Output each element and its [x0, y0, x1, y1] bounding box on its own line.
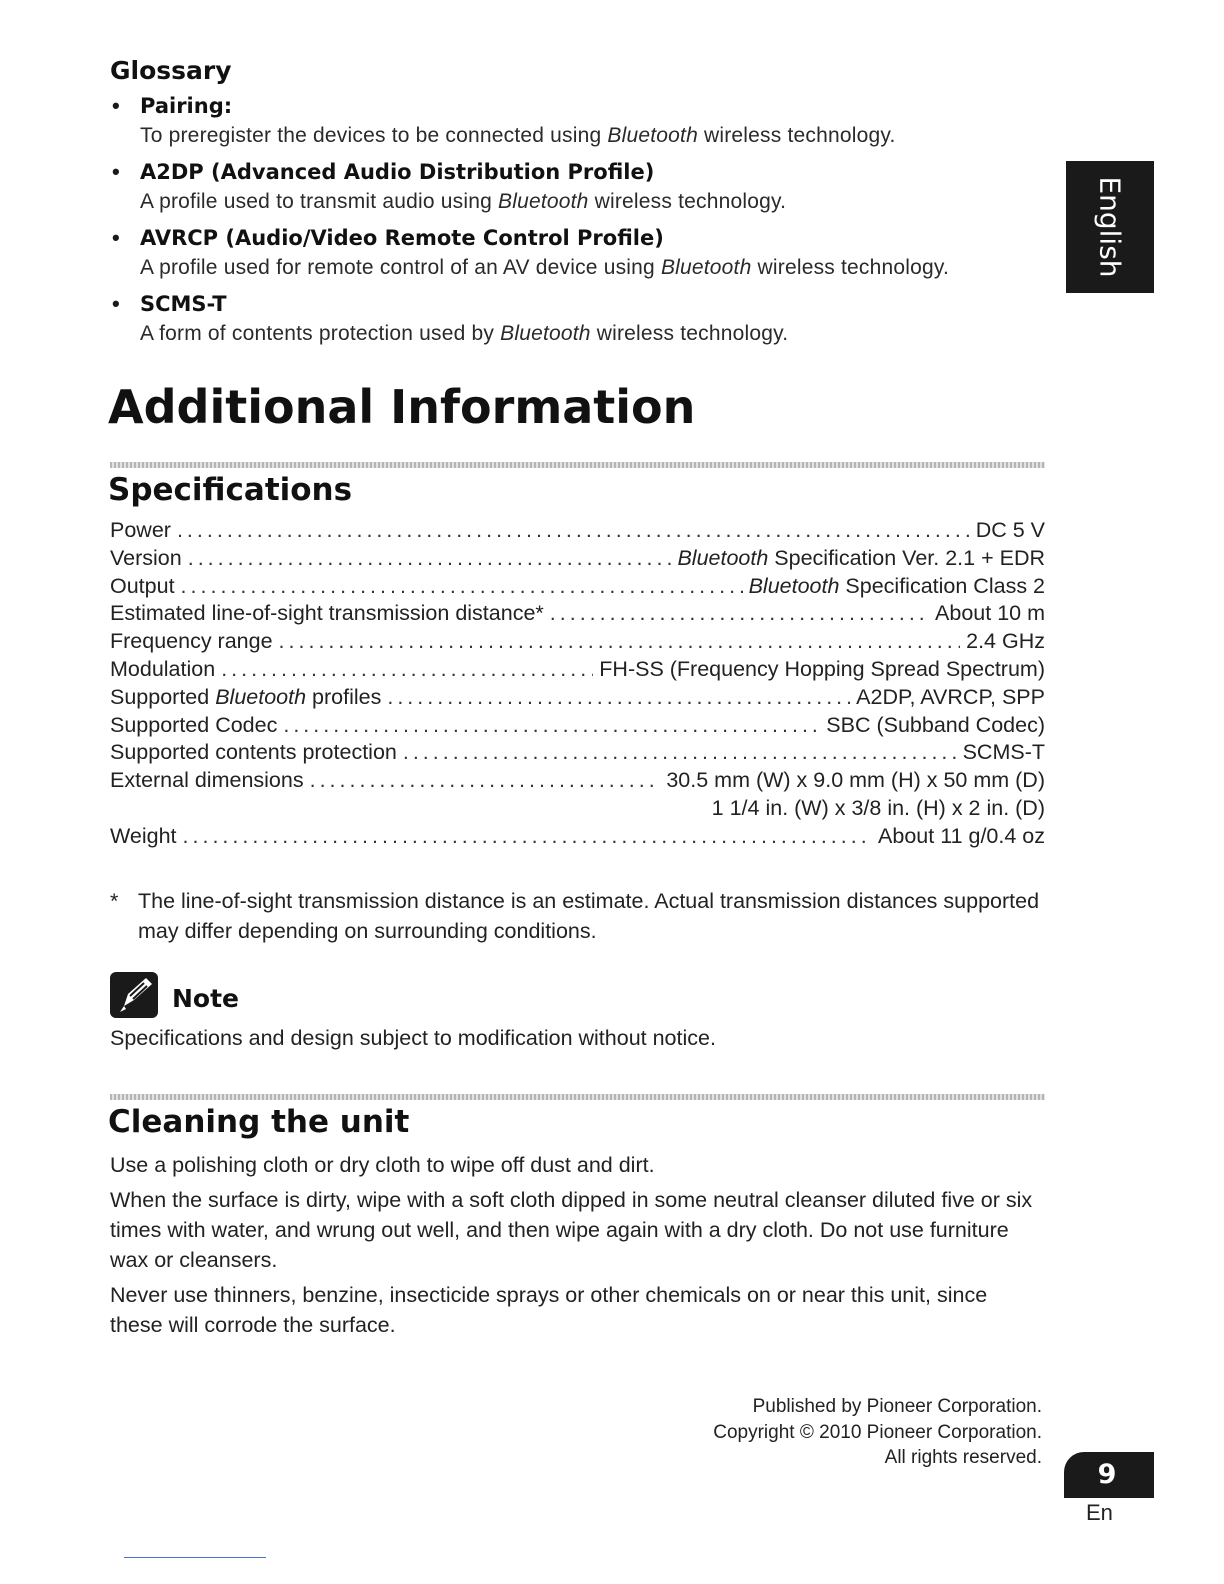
definition-text: wireless technology.: [697, 124, 896, 147]
spec-value: A2DP, AVRCP, SPP: [856, 684, 1045, 709]
spec-label: Weight: [110, 823, 177, 848]
spec-row: [110, 601, 1045, 629]
spec-row: [110, 546, 1045, 574]
page-title: Additional Information: [108, 380, 696, 434]
section-divider: [110, 1094, 1045, 1100]
bullet-icon: •: [112, 159, 120, 184]
glossary-term: A2DP (Advanced Audio Distribution Profile): [140, 160, 655, 184]
glossary-item: [110, 92, 1050, 152]
spec-row: [110, 824, 1045, 852]
glossary-heading: Glossary: [110, 56, 232, 85]
bottom-line-mark: [124, 1557, 266, 1558]
language-tab: [1066, 161, 1154, 293]
spec-label: [110, 685, 381, 710]
cleaning-heading: Cleaning the unit: [108, 1104, 410, 1140]
specifications-heading: Specifications: [108, 472, 353, 508]
definition-italic: Bluetooth: [660, 256, 752, 279]
spec-label: Supported contents protection: [110, 740, 397, 765]
publisher-line: Published by Pioneer Corporation.: [752, 1396, 1042, 1417]
glossary-term: Pairing:: [140, 94, 233, 118]
note-label: Note: [172, 984, 240, 1013]
definition-italic: Bluetooth: [500, 322, 591, 345]
spec-value: [749, 574, 1045, 599]
glossary-item: [110, 158, 1050, 218]
spec-row: [110, 713, 1045, 741]
spec-value: 30.5 mm (W) x 9.0 mm (H) x 50 mm (D): [666, 768, 1045, 793]
definition-text: wireless technology.: [751, 256, 950, 279]
specifications-list: [110, 518, 1045, 852]
section-divider: [110, 462, 1045, 468]
copyright-line: Copyright © 2010 Pioneer Corporation.: [713, 1421, 1042, 1443]
spec-row: [110, 657, 1045, 685]
dot-leader: [550, 601, 929, 626]
spec-row: [110, 629, 1045, 657]
dot-leader: [310, 768, 661, 793]
definition-text: wireless technology.: [590, 322, 789, 345]
spec-label: Version: [110, 545, 182, 570]
spec-row: [110, 768, 1045, 796]
page-number: 9: [1097, 1459, 1117, 1490]
spec-row: [110, 685, 1045, 713]
dot-leader: [283, 713, 820, 738]
cleaning-body: [110, 1150, 1045, 1345]
rights-line: All rights reserved.: [884, 1447, 1042, 1468]
glossary-term: AVRCP (Audio/Video Remote Control Profile): [140, 226, 664, 250]
bullet-icon: •: [112, 225, 120, 250]
dot-leader: [177, 518, 970, 543]
dot-leader: [403, 740, 957, 765]
spec-value: 2.4 GHz: [966, 629, 1045, 654]
cleaning-paragraph: Use a polishing cloth or dry cloth to wipe off dust and dirt.: [110, 1153, 655, 1177]
spec-row: [110, 574, 1045, 602]
spec-value: [677, 546, 1045, 571]
glossary-term: SCMS-T: [140, 292, 227, 316]
glossary-item: [110, 224, 1050, 284]
definition-text: A profile used for remote control of an AV device using: [140, 256, 661, 279]
spec-value: DC 5 V: [975, 518, 1045, 542]
dot-leader: [387, 685, 850, 710]
spec-value: SCMS-T: [962, 740, 1045, 765]
note-pencil-icon: [110, 972, 158, 1018]
dot-leader: [183, 824, 873, 849]
bullet-icon: •: [112, 291, 120, 316]
cleaning-paragraph: Never use thinners, benzine, insecticide sprays or other chemicals on or near this unit, since these will corrode the surface.: [110, 1283, 988, 1337]
definition-italic: Bluetooth: [607, 124, 698, 147]
spec-value-text: Specification Ver. 2.1 + EDR: [768, 545, 1045, 570]
spec-label: Modulation: [110, 656, 216, 681]
footnote: [110, 886, 1045, 946]
note-text: Specifications and design subject to modification without notice.: [110, 1026, 716, 1050]
glossary-definition: [140, 186, 1050, 218]
spec-value: FH-SS (Frequency Hopping Spread Spectrum): [599, 656, 1045, 681]
glossary-item: [110, 290, 1050, 350]
definition-italic: Bluetooth: [498, 190, 589, 213]
footnote-text: The line-of-sight transmission distance is an estimate. Actual transmission distances supported may differ depending on surrounding conditions.: [138, 889, 1040, 943]
spec-value: SBC (Subband Codec): [826, 712, 1045, 737]
dot-leader: [188, 546, 672, 571]
spec-label-text: profiles: [306, 684, 382, 709]
spec-value-italic: Bluetooth: [748, 573, 840, 598]
glossary-definition: [140, 318, 1050, 350]
spec-label-text: Supported: [110, 684, 216, 709]
definition-text: To preregister the devices to be connected using: [140, 124, 608, 147]
spec-value: About 11 g/0.4 oz: [878, 823, 1045, 848]
dot-leader: [279, 629, 961, 654]
spec-row: [110, 740, 1045, 768]
spec-value-italic: Bluetooth: [677, 545, 769, 570]
language-tab-label: English: [1093, 176, 1127, 278]
spec-label: Frequency range: [110, 629, 273, 654]
bullet-icon: •: [112, 93, 120, 118]
glossary-list: [110, 92, 1050, 356]
glossary-definition: [140, 252, 1050, 284]
definition-text: A form of contents protection used by: [140, 322, 501, 345]
footnote-marker: *: [110, 889, 119, 913]
page-number-badge: [1064, 1452, 1154, 1498]
dot-leader: [181, 574, 743, 599]
definition-text: wireless technology.: [588, 190, 787, 213]
spec-value-text: Specification Class 2: [839, 573, 1045, 598]
publisher-info: [713, 1394, 1042, 1471]
cleaning-paragraph: When the surface is dirty, wipe with a soft cloth dipped in some neutral cleanser diluted five or six times with water, and wrung out well, and then wipe again with a dry cloth. Do not use furniture wax or cleansers.: [110, 1188, 1033, 1272]
spec-value: About 10 m: [935, 601, 1045, 626]
spec-label-italic: Bluetooth: [215, 684, 307, 709]
spec-label: Power: [110, 518, 171, 542]
spec-row: [110, 518, 1045, 546]
page-language: En: [1086, 1500, 1113, 1525]
dot-leader: [221, 657, 593, 682]
glossary-definition: [140, 120, 1050, 152]
spec-label: Supported Codec: [110, 712, 278, 737]
spec-label: Output: [110, 573, 175, 598]
spec-value-continuation: 1 1/4 in. (W) x 3/8 in. (H) x 2 in. (D): [711, 795, 1045, 820]
definition-text: A profile used to transmit audio using: [140, 190, 499, 213]
spec-label: Estimated line-of-sight transmission distance*: [110, 601, 544, 626]
spec-label: External dimensions: [110, 768, 304, 793]
